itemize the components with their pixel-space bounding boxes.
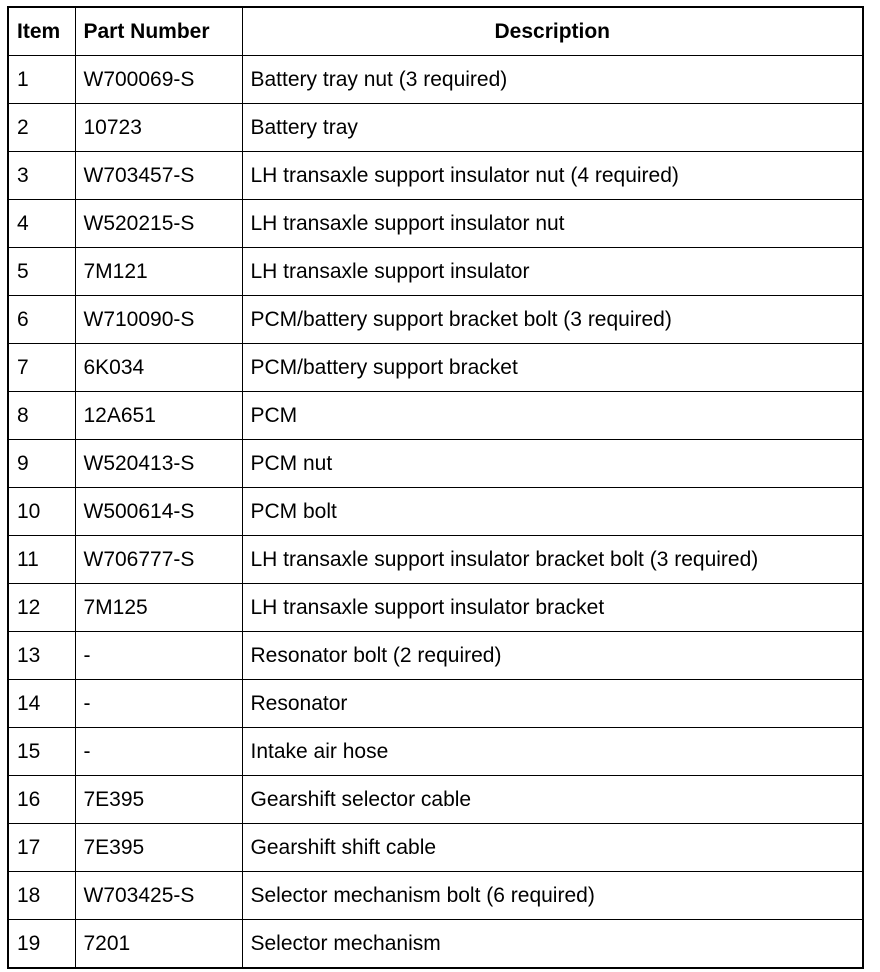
description-cell: Selector mechanism bbox=[242, 920, 863, 969]
table-row bbox=[8, 776, 863, 824]
item-cell: 4 bbox=[8, 200, 75, 248]
column-header-part-number: Part Number bbox=[75, 7, 242, 56]
table-row bbox=[8, 296, 863, 344]
item-cell: 12 bbox=[8, 584, 75, 632]
part-number-cell: W520413-S bbox=[75, 440, 242, 488]
part-number-cell: W700069-S bbox=[75, 56, 242, 104]
item-cell: 9 bbox=[8, 440, 75, 488]
description-cell: PCM bbox=[242, 392, 863, 440]
part-number-cell: W703457-S bbox=[75, 152, 242, 200]
table-row bbox=[8, 536, 863, 584]
description-cell: PCM nut bbox=[242, 440, 863, 488]
column-header-description: Description bbox=[242, 7, 863, 56]
item-cell: 7 bbox=[8, 344, 75, 392]
description-cell: LH transaxle support insulator bbox=[242, 248, 863, 296]
description-cell: Resonator bolt (2 required) bbox=[242, 632, 863, 680]
table-row bbox=[8, 104, 863, 152]
part-number-cell: 7201 bbox=[75, 920, 242, 969]
item-cell: 13 bbox=[8, 632, 75, 680]
table-row bbox=[8, 488, 863, 536]
description-cell: LH transaxle support insulator nut (4 required) bbox=[242, 152, 863, 200]
item-cell: 11 bbox=[8, 536, 75, 584]
part-number-cell: 12A651 bbox=[75, 392, 242, 440]
description-cell: Selector mechanism bolt (6 required) bbox=[242, 872, 863, 920]
item-cell: 2 bbox=[8, 104, 75, 152]
part-number-cell: - bbox=[75, 728, 242, 776]
header-row bbox=[8, 7, 863, 56]
description-cell: LH transaxle support insulator nut bbox=[242, 200, 863, 248]
part-number-cell: W500614-S bbox=[75, 488, 242, 536]
item-cell: 15 bbox=[8, 728, 75, 776]
table-row bbox=[8, 440, 863, 488]
item-cell: 6 bbox=[8, 296, 75, 344]
table-row bbox=[8, 824, 863, 872]
item-cell: 1 bbox=[8, 56, 75, 104]
item-cell: 19 bbox=[8, 920, 75, 969]
table-row bbox=[8, 200, 863, 248]
table-row bbox=[8, 248, 863, 296]
part-number-cell: 7M121 bbox=[75, 248, 242, 296]
table-row bbox=[8, 728, 863, 776]
part-number-cell: 7M125 bbox=[75, 584, 242, 632]
item-cell: 17 bbox=[8, 824, 75, 872]
part-number-cell: 7E395 bbox=[75, 824, 242, 872]
table-row bbox=[8, 344, 863, 392]
table-row bbox=[8, 392, 863, 440]
description-cell: Intake air hose bbox=[242, 728, 863, 776]
parts-table bbox=[7, 6, 864, 969]
table-row bbox=[8, 152, 863, 200]
item-cell: 18 bbox=[8, 872, 75, 920]
part-number-cell: - bbox=[75, 680, 242, 728]
part-number-cell: W706777-S bbox=[75, 536, 242, 584]
item-cell: 14 bbox=[8, 680, 75, 728]
column-header-item: Item bbox=[8, 7, 75, 56]
description-cell: LH transaxle support insulator bracket bolt (3 required) bbox=[242, 536, 863, 584]
item-cell: 8 bbox=[8, 392, 75, 440]
description-cell: PCM bolt bbox=[242, 488, 863, 536]
description-cell: Battery tray bbox=[242, 104, 863, 152]
table-row bbox=[8, 56, 863, 104]
item-cell: 16 bbox=[8, 776, 75, 824]
part-number-cell: 7E395 bbox=[75, 776, 242, 824]
description-cell: Gearshift selector cable bbox=[242, 776, 863, 824]
table-header bbox=[8, 7, 863, 56]
item-cell: 5 bbox=[8, 248, 75, 296]
part-number-cell: 10723 bbox=[75, 104, 242, 152]
description-cell: PCM/battery support bracket bolt (3 required) bbox=[242, 296, 863, 344]
description-cell: PCM/battery support bracket bbox=[242, 344, 863, 392]
part-number-cell: W710090-S bbox=[75, 296, 242, 344]
description-cell: LH transaxle support insulator bracket bbox=[242, 584, 863, 632]
description-cell: Battery tray nut (3 required) bbox=[242, 56, 863, 104]
part-number-cell: W703425-S bbox=[75, 872, 242, 920]
table-body bbox=[8, 56, 863, 969]
table-row bbox=[8, 872, 863, 920]
description-cell: Resonator bbox=[242, 680, 863, 728]
description-cell: Gearshift shift cable bbox=[242, 824, 863, 872]
item-cell: 3 bbox=[8, 152, 75, 200]
part-number-cell: W520215-S bbox=[75, 200, 242, 248]
table-row bbox=[8, 920, 863, 969]
table-row bbox=[8, 632, 863, 680]
part-number-cell: - bbox=[75, 632, 242, 680]
item-cell: 10 bbox=[8, 488, 75, 536]
table-row bbox=[8, 584, 863, 632]
table-row bbox=[8, 680, 863, 728]
part-number-cell: 6K034 bbox=[75, 344, 242, 392]
